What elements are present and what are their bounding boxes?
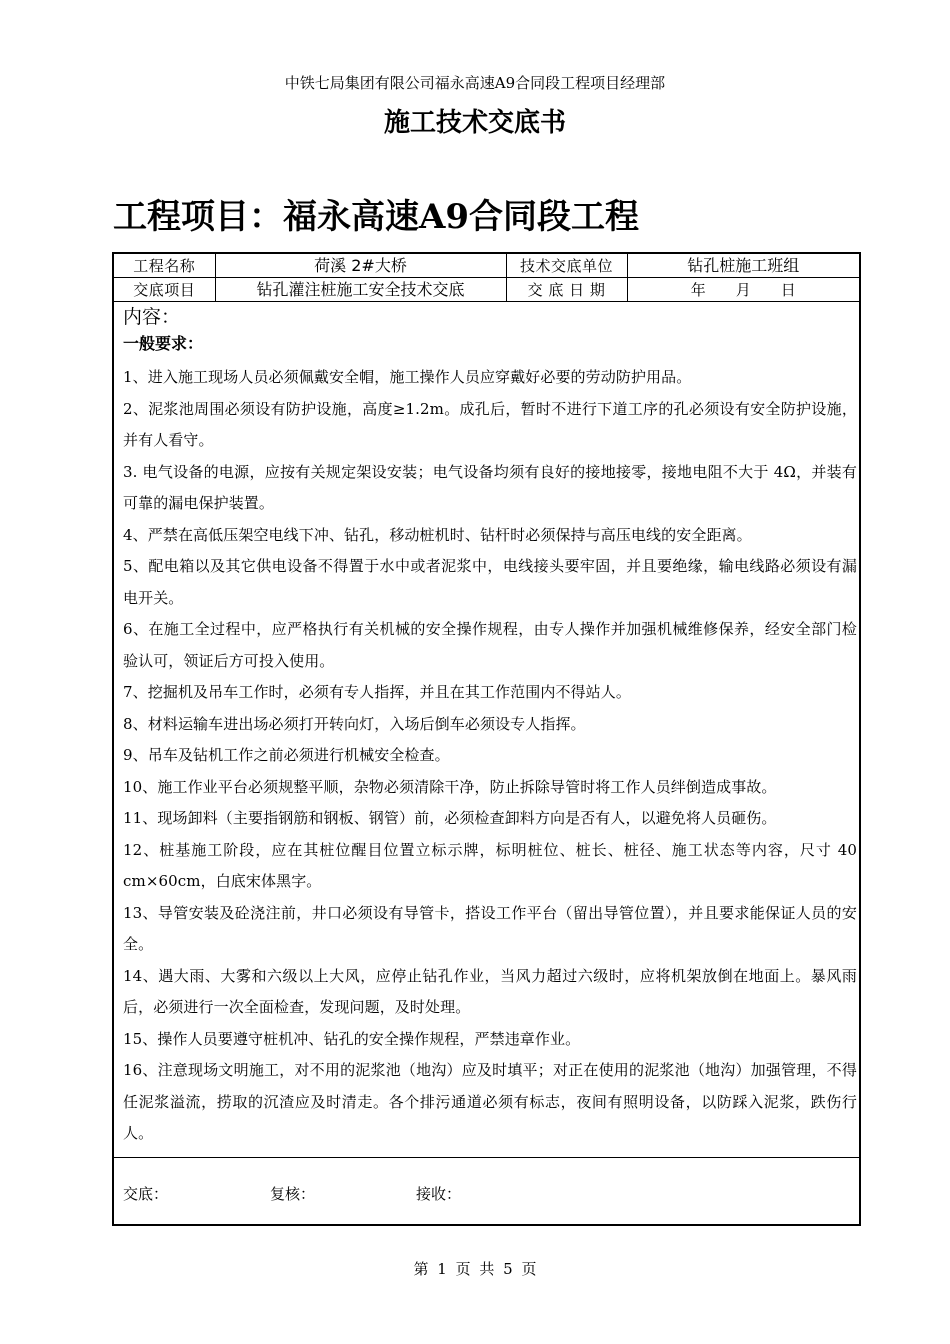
requirements-list (123, 362, 857, 1150)
info-table (114, 254, 859, 302)
disclosure-item-value: 钻孔灌注桩施工安全技术交底 (215, 278, 506, 302)
content-label: 内容： (123, 306, 181, 328)
requirement-item-13: 13、导管安装及砼浇注前，井口必须设有导管卡，搭设工作平台（留出导管位置），并且要求能保证人员的安全。 (123, 903, 857, 953)
requirement-item-16: 16、注意现场文明施工，对不用的泥浆池（地沟）应及时填平；对正在使用的泥浆池（地沟）加强管理，不得任泥浆溢流，捞取的沉渣应及时清走。各个排污通道必须有标志，夜间有照明设备，以防踩入泥浆，跌伤行人。 (123, 1061, 857, 1142)
section-title: 一般要求： (123, 334, 204, 353)
review-signature-label: 复核： (270, 1185, 316, 1203)
disclosure-form (112, 252, 861, 1226)
requirement-item-10: 10、施工作业平台必须规整平顺，杂物必须清除干净，防止拆除导管时将工作人员绊倒造成事故。 (123, 777, 777, 796)
receive-signature-label: 接收： (416, 1185, 462, 1203)
organization-header: 中铁七局集团有限公司福永高速A9合同段工程项目经理部 (284, 74, 666, 92)
requirement-item-5: 5、配电箱以及其它供电设备不得置于水中或者泥浆中，电线接头要牢固，并且要绝缘，输电线路必须设有漏电开关。 (123, 557, 857, 607)
requirement-item-14: 14、遇大雨、大雾和六级以上大风，应停止钻孔作业，当风力超过六级时，应将机架放倒在地面上。暴风雨后，必须进行一次全面检查，发现问题，及时处理。 (123, 966, 857, 1016)
requirement-item-9: 9、吊车及钻机工作之前必须进行机械安全检查。 (123, 746, 450, 764)
requirement-item-7: 7、挖掘机及吊车工作时，必须有专人指挥，并且在其工作范围内不得站人。 (123, 683, 631, 701)
requirement-item-6: 6、在施工全过程中，应严格执行有关机械的安全操作规程，由专人操作并加强机械维修保养，经安全部门检验认可，领证后方可投入使用。 (123, 620, 857, 670)
requirement-item-4: 4、严禁在高低压架空电线下冲、钻孔，移动桩机时、钻杆时必须保持与高压电线的安全距离。 (123, 525, 752, 544)
requirement-item-8: 8、材料运输车进出场必须打开转向灯，入场后倒车必须设专人指挥。 (123, 714, 586, 733)
requirement-item-1: 1、进入施工现场人员必须佩戴安全帽，施工操作人员应穿戴好必要的劳动防护用品。 (123, 368, 692, 386)
disclosure-unit-label: 技术交底单位 (506, 254, 627, 278)
disclosure-date-value: 年 月 日 (627, 278, 859, 302)
signature-divider (114, 1157, 859, 1158)
requirement-item-11: 11、现场卸料（主要指钢筋和钢板、钢管）前，必须检查卸料方向是否有人，以避免将人员砸伤。 (123, 809, 777, 827)
content-section (123, 305, 857, 1150)
requirement-item-15: 15、操作人员要遵守桩机冲、钻孔的安全操作规程，严禁违章作业。 (123, 1029, 581, 1048)
requirement-item-2: 2、泥浆池周围必须设有防护设施，高度≥1.2m。成孔后，暂时不进行下道工序的孔必须设有安全防护设施，并有人看守。 (123, 399, 857, 449)
handover-signature-label: 交底： (123, 1185, 169, 1203)
info-row-project-name (114, 254, 859, 278)
info-row-disclosure-item (114, 278, 859, 302)
disclosure-unit-value: 钻孔桩施工班组 (627, 254, 859, 278)
document-title: 施工技术交底书 (383, 108, 566, 138)
requirement-item-3: 3. 电气设备的电源，应按有关规定架设安装；电气设备均须有良好的接地接零，接地电阻不大于 4Ω，并装有可靠的漏电保护装置。 (123, 462, 857, 512)
disclosure-item-label: 交底项目 (114, 278, 215, 302)
project-name-value: 荷溪 2#大桥 (215, 254, 506, 278)
project-name-label: 工程名称 (114, 254, 215, 278)
project-title: 工程项目：福永高速A9合同段工程 (113, 197, 640, 237)
requirement-item-12: 12、桩基施工阶段，应在其桩位醒目位置立标示牌，标明桩位、桩长、桩径、施工状态等内容，尺寸 40 cm×60cm，白底宋体黑字。 (123, 840, 857, 890)
page-number: 第 1 页 共 5 页 (413, 1260, 537, 1278)
disclosure-date-label: 交 底 日 期 (506, 278, 627, 302)
